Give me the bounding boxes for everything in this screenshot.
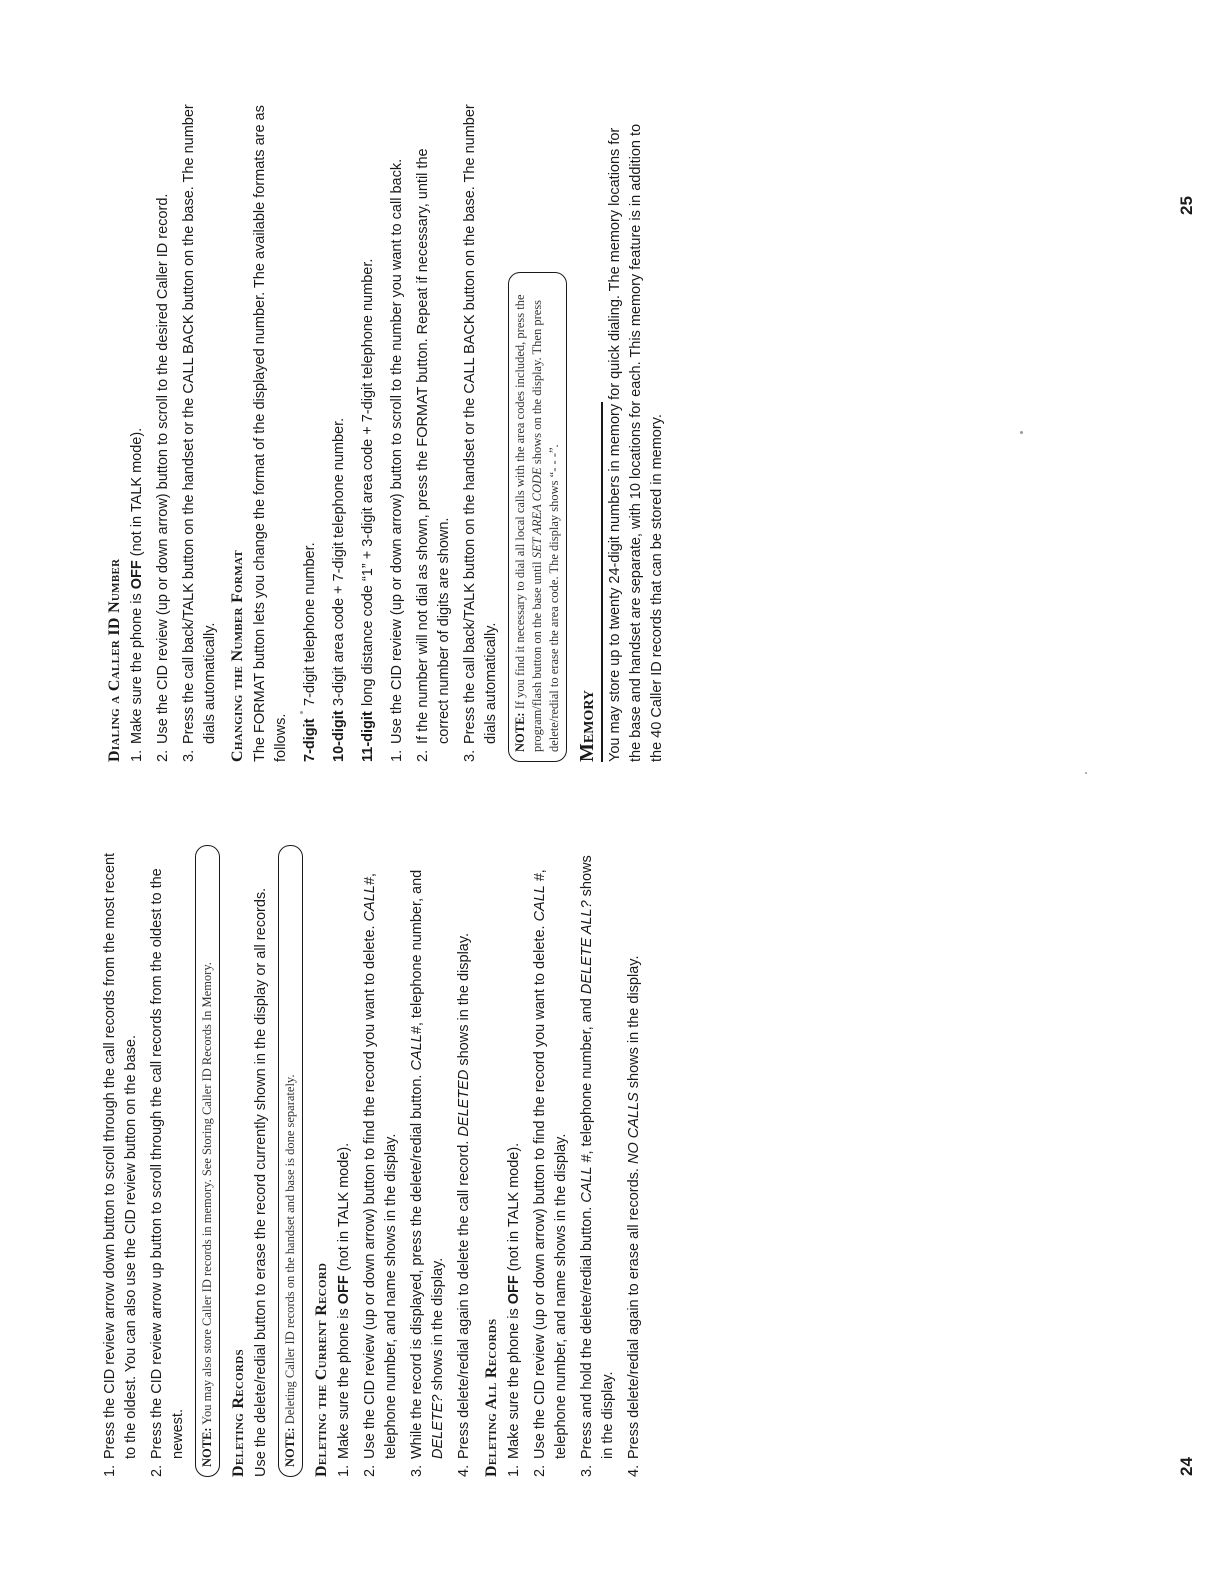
step-number: 2. — [415, 749, 431, 762]
list-item — [179, 104, 221, 762]
step-number: 3. — [181, 749, 197, 762]
page-number: 25 — [1177, 196, 1196, 215]
format-key: 11-digit — [360, 711, 376, 762]
list-item — [334, 845, 355, 1477]
list-item — [504, 845, 525, 1477]
step-text: Make sure the phone is OFF (not in TALK mode). — [129, 427, 145, 744]
step-number: 4. — [626, 1464, 642, 1477]
step-number: 1. — [336, 1464, 352, 1477]
step-text: Press delete/redial again to erase all records. NO CALLS shows in the display. — [626, 955, 642, 1459]
format-body: The FORMAT button lets you change the format of the displayed number. The available formats are as follows. — [252, 105, 289, 762]
step-text: Use the CID review (up or down arrow) button to scroll to the number you want to call back. — [389, 158, 405, 744]
list-item — [624, 845, 645, 1477]
list-item — [460, 104, 502, 762]
step-text: Use the CID review (up or down arrow) button to scroll to the desired Caller ID record. — [155, 193, 171, 744]
note-label: NOTE: — [513, 712, 527, 752]
deleting-current-heading: Deleting the Current Record — [313, 1262, 330, 1477]
step-number: 1. — [102, 1464, 118, 1477]
step-number: 2. — [155, 749, 171, 762]
format-key: 7-digit — [302, 718, 318, 762]
memory-heading: Memory — [577, 402, 603, 762]
list-item — [100, 845, 142, 1477]
step-text: Press the CID review arrow down button to scroll through the call records from the most recent to the oldest. You can also use the CID review button on the base. — [102, 852, 139, 1459]
format-heading: Changing the Number Format — [229, 550, 246, 762]
note-store-records — [195, 845, 220, 1477]
list-item — [413, 104, 455, 762]
step-text: Press the call back/TALK button on the handset or the CALL BACK button on the base. The number dials automatically. — [462, 104, 499, 744]
list-item — [577, 845, 619, 1477]
step-number: 1. — [389, 749, 405, 762]
format-value: 7-digit telephone number. — [302, 542, 318, 706]
memory-body: You may store up to twenty 24-digit numbers in memory for quick dialing. The memory locations for the base and handset are separate, with 10 locations for each. This memory feature is in addition to the 40 Caller ID records that can be stored in memory. — [607, 123, 665, 762]
step-text: Make sure the phone is OFF (not in TALK mode). — [506, 1142, 522, 1459]
note-label: NOTE: — [283, 1427, 297, 1467]
step-text: If the number will not dial as shown, press the FORMAT button. Repeat if necessary, until the correct number of digits are shown. — [415, 148, 452, 744]
step-text: While the record is displayed, press the delete/redial button. CALL#, telephone number, and DELETE? shows in the display. — [409, 869, 446, 1459]
note-deleting-separately — [278, 845, 303, 1477]
note-text: You may also store Caller ID records in memory. See Storing Caller ID Records In Memory. — [200, 962, 214, 1425]
format-key: 10-digit — [331, 710, 347, 762]
list-item — [530, 845, 572, 1477]
step-text: Use the CID review (up or down arrow) button to find the record you want to delete. CALL #, telephone number, and name shows in the display. — [532, 869, 569, 1459]
list-item — [387, 104, 408, 762]
step-text: Press and hold the delete/redial button. CALL #, telephone number, and DELETE ALL? shows in the display. — [579, 855, 616, 1459]
step-text: Make sure the phone is OFF (not in TALK mode). — [336, 1142, 352, 1459]
scan-speck — [1085, 772, 1087, 774]
step-number: 2. — [362, 1464, 378, 1477]
step-number: 4. — [456, 1464, 472, 1477]
deleting-all-heading: Deleting All Records — [483, 1318, 500, 1477]
list-item — [127, 104, 148, 762]
step-number: 3. — [579, 1464, 595, 1477]
format-value: 3-digit area code + 7-digit telephone number. — [331, 417, 347, 706]
format-value: long distance code “1” + 3-digit area code + 7-digit telephone number. — [360, 258, 376, 706]
deleting-records-body: Use the delete/redial button to erase the record currently shown in the display or all records. — [253, 887, 269, 1477]
right-column — [98, 104, 674, 762]
step-number: 1. — [129, 749, 145, 762]
list-item — [407, 845, 449, 1477]
deleting-records-heading: Deleting Records — [230, 1349, 247, 1477]
dialing-heading: Dialing a Caller ID Number — [106, 558, 123, 762]
list-item — [454, 845, 475, 1477]
step-number: 2. — [149, 1464, 165, 1477]
page-24 — [0, 792, 1221, 1584]
step-number: 3. — [462, 749, 478, 762]
page-number: 24 — [1177, 1457, 1196, 1476]
step-number: 3. — [409, 1464, 425, 1477]
step-text: Press the call back/TALK button on the handset or the CALL BACK button on the base. The number dials automatically. — [181, 104, 218, 744]
note-area-code: NOTE: If you find it necessary to dial all local calls with the area codes included, press the program/flash button on the base until SET AREA CODE shows on the display. Then press delete/redial to erase the area code. The display shows “- - -”. — [508, 272, 567, 762]
step-text: Press delete/redial again to delete the call record. DELETED shows in the display. — [456, 932, 472, 1459]
step-text: Press the CID review arrow up button to scroll through the call records from the oldest to the newest. — [149, 868, 186, 1459]
scan-speck — [300, 711, 303, 714]
list-item — [360, 845, 402, 1477]
format-row — [300, 104, 321, 762]
note-text: Deleting Caller ID records on the handset and base is done separately. — [283, 1074, 297, 1425]
list-item — [153, 104, 174, 762]
step-number: 1. — [506, 1464, 522, 1477]
format-row — [329, 104, 350, 762]
format-row — [358, 104, 379, 762]
note-label: NOTE: — [200, 1427, 214, 1467]
left-column — [100, 845, 650, 1477]
scan-speck — [1020, 431, 1023, 434]
list-item — [147, 845, 189, 1477]
step-text: Use the CID review (up or down arrow) button to find the record you want to delete. CALL#, telephone number, and name shows in the display. — [362, 873, 399, 1459]
step-number: 2. — [532, 1464, 548, 1477]
